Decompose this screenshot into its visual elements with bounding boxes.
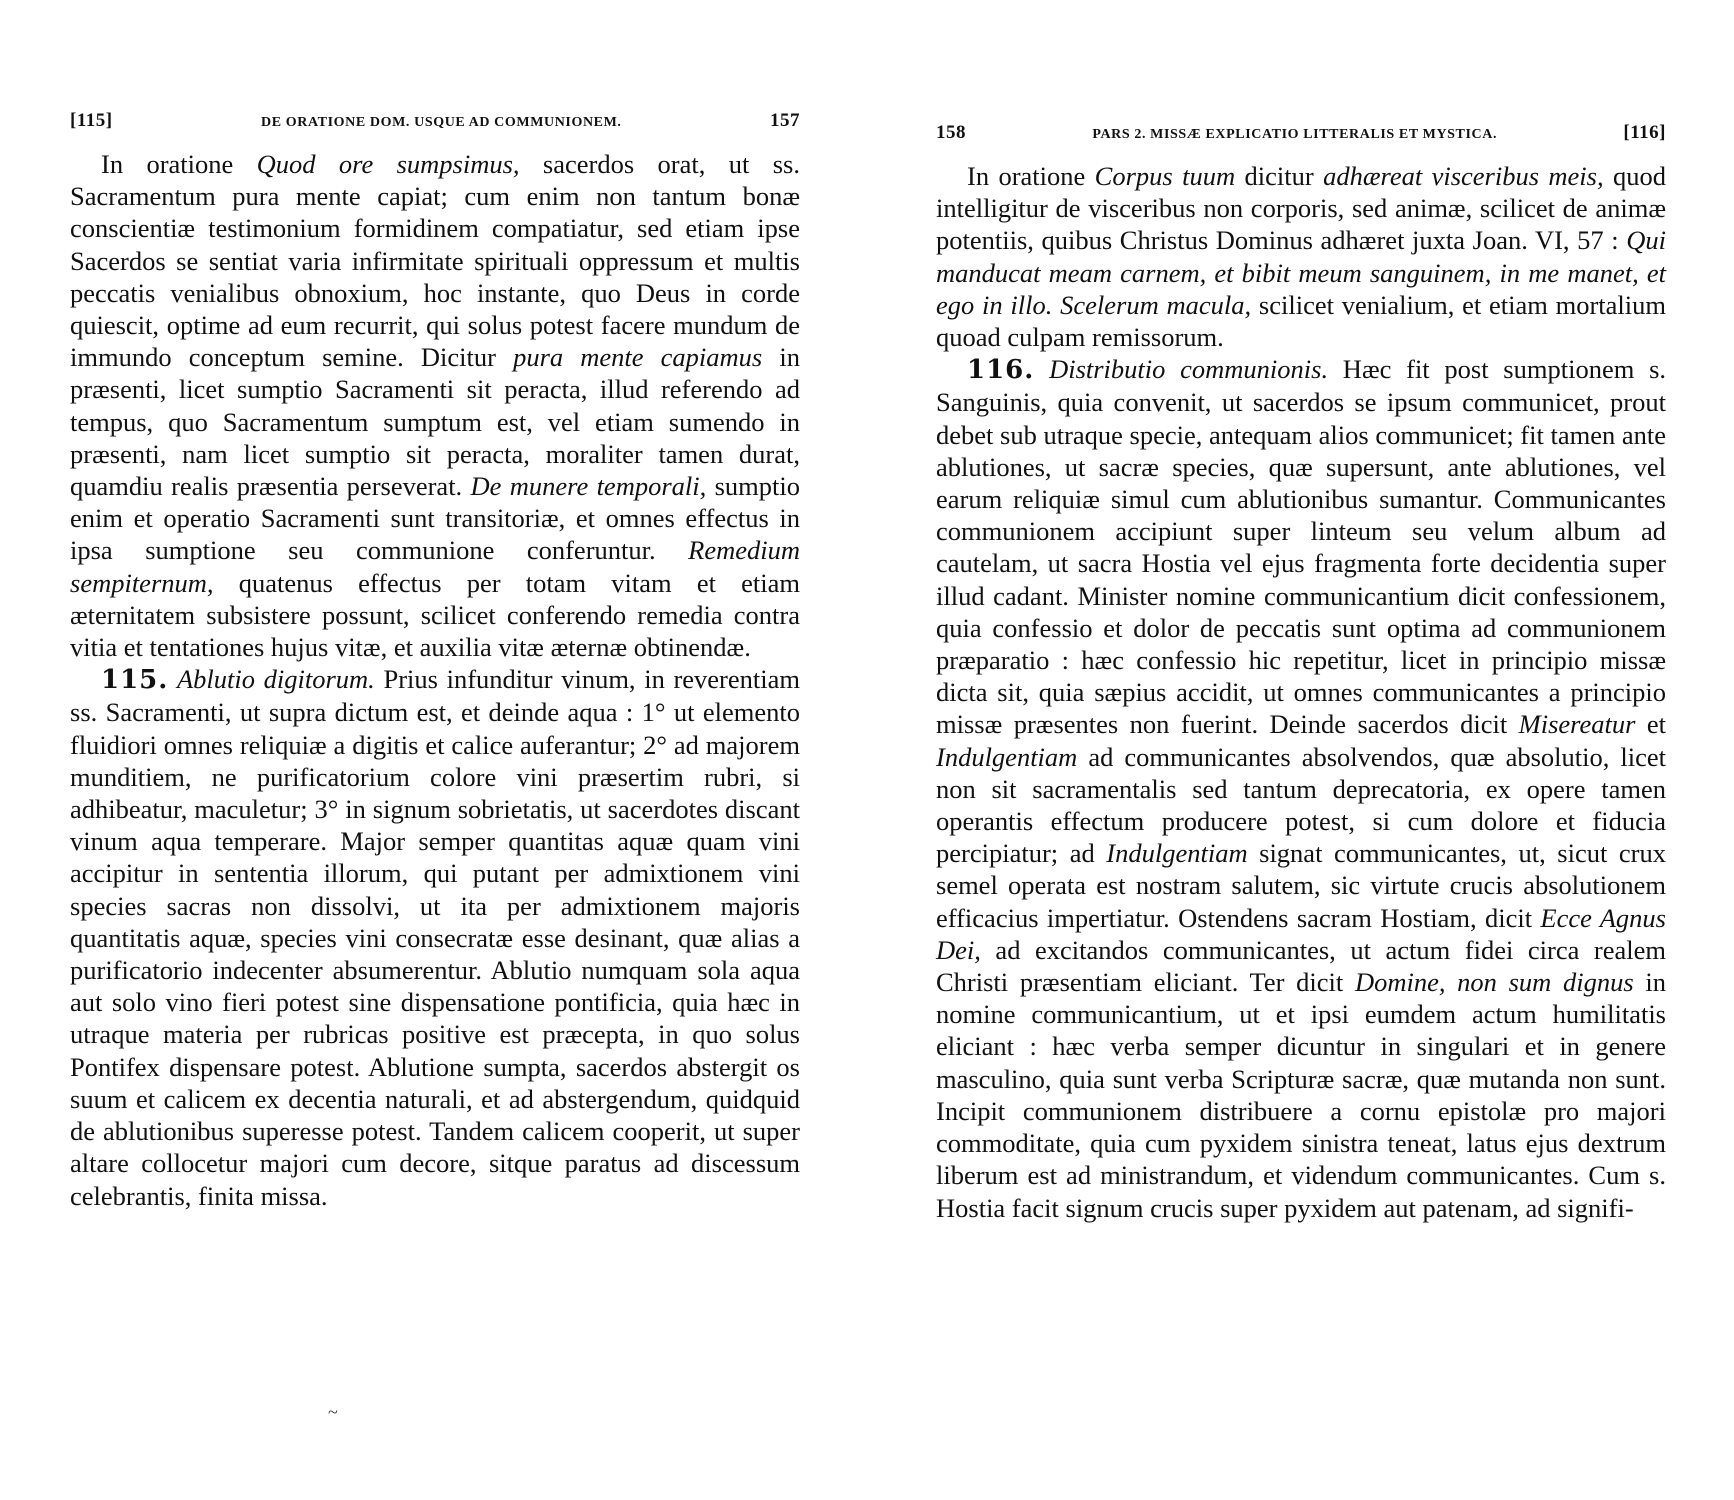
italic-phrase: Indulgentiam	[1106, 838, 1248, 869]
text-run: quatenus effectus per totam vitam et etiam æternitatem subsistere possunt, scilicet conferendo remedia contra vitia et tentationes hujus vitæ, et auxilia vitæ æternæ obtinendæ.	[70, 567, 800, 663]
text-run: In oratione	[967, 161, 1095, 191]
left-body-text	[70, 148, 800, 1212]
italic-phrase: Ablutio digitorum.	[176, 664, 375, 695]
italic-phrase: Qui manducat meam carnem, et bibit meum sanguinem, in me manet, et ego in illo. Scelerum macula,	[936, 225, 1666, 320]
text-run: ad excitandos communicantes, ut actum fidei circa realem Christi præsentiam eliciant. Ter dicit	[936, 934, 1666, 998]
text-run: in præsenti, licet sumptio Sacramenti sit peracta, illud referendo ad tempus, quo Sacramentum sumptum est, vel etiam sumendo in præsenti, nam licet sumptio sit peracta, moraliter tamen durat, quamdiu realis præsentia perseverat.	[70, 342, 800, 502]
paragraph	[936, 160, 1666, 353]
text-run: dicitur	[1235, 161, 1324, 191]
paragraph	[936, 353, 1666, 1223]
page-number: 158	[936, 122, 966, 143]
left-page	[70, 0, 800, 1212]
text-run: Prius infunditur vinum, in reverentiam ss. Sacramenti, ut supra dictum est, et deinde aqua : 1° ut elemento fluidiori omnes reliquiæ a digitis et calice auferantur; 2° ad majorem munditiem, ne purificatorium colore vini præsertim rubri, si adhibeatur, maculetur; 3° in signum sobrietatis, ut sacerdotes discant vinum aqua temperare. Major semper quantitas aquæ quam vini accipitur in sententia illorum, qui putant per admixtionem vini species sacras non dissolvi, ut ita per admixtionem majoris quantitatis aquæ, species vini consecratæ esse desinant, quæ alias a purificatorio indecenter absumerentur. Ablutio numquam sola aqua aut solo vino fieri potest sine dispensatione pontificia, quia hæc in utraque materia per rubricas positive est præcepta, in quo solus Pontifex dispensare potest. Ablutione sumpta, sacerdos abstergit os suum et calicem ex decentia naturali, et ad abstergendum, quidquid de ablutionibus superesse potest. Tandem calicem cooperit, ut super altare collocetur majori cum decore, sitque paratus ad discessum celebrantis, finita missa.	[70, 664, 800, 1211]
italic-phrase: Remedium sempiternum,	[70, 535, 800, 598]
italic-phrase: Ecce Agnus Dei,	[936, 902, 1666, 965]
section-number: [116]	[1623, 122, 1666, 143]
paragraph-number: 116.	[967, 355, 1035, 386]
italic-phrase: Domine, non sum dignus	[1354, 967, 1634, 998]
text-run: scilicet venialium, et etiam mortalium quoad culpam remissorum.	[936, 289, 1666, 353]
text-run: sumptio enim et operatio Sacramenti sunt transitoriæ, et omnes effectus in ipsa sumptione seu communione conferuntur.	[70, 471, 800, 566]
stray-mark: ~	[328, 1402, 338, 1422]
running-title: DE ORATIONE DOM. USQUE AD COMMUNIONEM.	[261, 115, 622, 130]
italic-phrase: pura mente capiamus	[513, 342, 763, 373]
right-running-head	[936, 122, 1666, 144]
text-run: In oratione	[101, 149, 257, 179]
italic-phrase: Quod ore sumpsimus,	[256, 149, 520, 179]
text-run: et	[1635, 709, 1666, 740]
text-run: Hæc fit post sumptionem s. Sanguinis, quia convenit, ut sacerdos se ipsum communicet, prout debet sub utraque specie, antequam alios communicet; fit tamen ante ablutiones, ut sacræ species, quæ supersunt, ante ablutiones, vel earum reliquiæ simul cum ablutionibus sumantur. Communicantes communionem accipiunt super linteum seu velum album ad cautelam, ut sacra Hostia vel ejus fragmenta forte decidentia super illud cadant. Minister nomine communicantium dicit confessionem, quia confessio et dolor de peccatis sunt optima ad communionem præparatio : hæc confessio hic repetitur, licet in principio missæ dicta sit, quia sæpius accidit, ut omnes communicantes a principio missæ præsentes non fuerint. Deinde sacerdos dicit	[936, 354, 1667, 740]
right-body-text	[936, 160, 1666, 1224]
italic-phrase: Corpus tuum	[1094, 161, 1236, 191]
text-run	[168, 664, 177, 694]
italic-phrase: Distributio communionis.	[1049, 354, 1329, 385]
paragraph-number: 115.	[101, 665, 169, 696]
text-run: sacerdos orat, ut ss. Sacramentum pura mente capiat; cum enim non tantum bonæ conscientiæ testimonium formidinem compatiatur, sed etiam ipse Sacerdos se sentiat varia infirmitate spirituali oppressum et multis peccatis venialibus obnoxium, hoc instante, quo Deus in corde quiescit, optime ad eum recurrit, qui solus potest facere mundum de immundo conceptum semine. Dicitur	[70, 149, 800, 373]
italic-phrase: Indulgentiam	[936, 741, 1078, 772]
text-run	[1034, 354, 1049, 384]
text-run: quod intelligitur de visceribus non corporis, sed animæ, scilicet de animæ potentiis, quibus Christus Dominus adhæret juxta Joan. VI, 57 :	[936, 161, 1666, 256]
page-number: 157	[769, 110, 800, 131]
left-running-head	[70, 110, 800, 132]
text-run: in nomine communicantium, ut et ipsi eumdem actum humilitatis eliciant : hæc verba semper dicuntur in singulari et in genere masculino, quia sunt verba Scripturæ sacræ, quæ mutanda non sunt. Incipit communionem distribuere a cornu epistolæ pro majori commoditate, quia cum pyxidem sinistra teneat, latus ejus dextrum liberum est ad ministrandum, et videndum communicantes. Cum s. Hostia facit signum crucis super pyxidem aut patenam, ad signifi-	[936, 967, 1666, 1223]
section-number: [115]	[70, 110, 113, 131]
paragraph	[70, 148, 800, 663]
paragraph	[70, 663, 800, 1211]
running-title: PARS 2. MISSÆ EXPLICATIO LITTERALIS ET MYSTICA.	[1092, 127, 1498, 142]
right-page	[936, 0, 1666, 1224]
italic-phrase: adhæreat visceribus meis,	[1323, 161, 1604, 191]
text-run: signat communicantes, ut, sicut crux semel operata est nostram salutem, sic virtute crucis absolutionem efficacius impertiatur. Ostendens sacram Hostiam, dicit	[936, 838, 1666, 933]
italic-phrase: Misereatur	[1518, 709, 1636, 740]
italic-phrase: De munere temporali,	[470, 471, 707, 502]
text-run: ad communicantes absolvendos, quæ absolutio, licet non sit sacramentalis sed tantum deprecatoria, ex opere tamen operantis effectum producere potest, si cum dolore et fiducia percipiatur; ad	[936, 741, 1666, 869]
